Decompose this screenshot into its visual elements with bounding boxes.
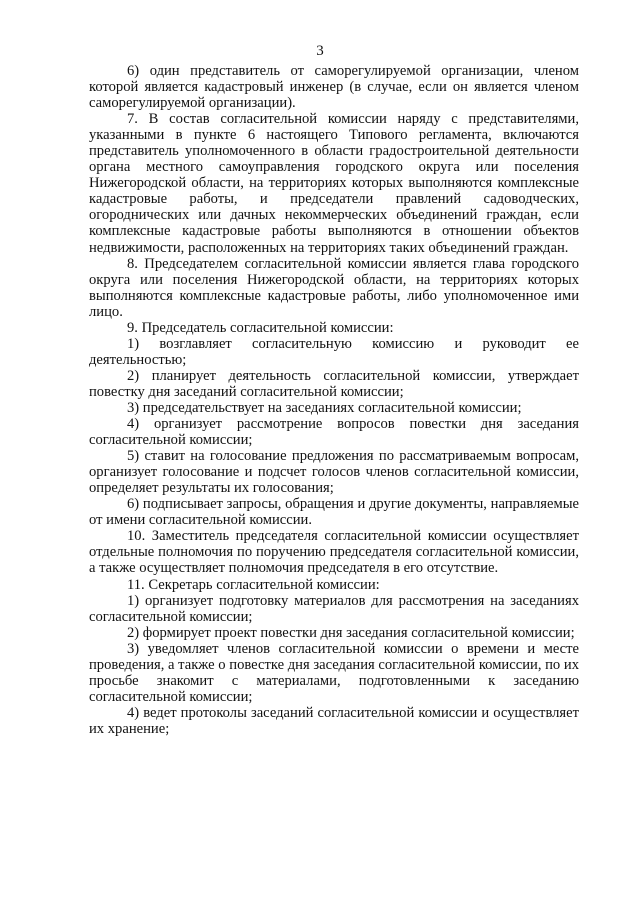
paragraph-clause-11: 11. Секретарь согласительной комиссии: — [127, 576, 380, 593]
paragraph-clause-9-item-6: 6) подписывает запросы, обращения и другие документы, направляемые от имени согласительной комиссии. — [89, 496, 579, 529]
paragraph-clause-11-item-3: 3) уведомляет членов согласительной комиссии о времени и месте проведения, а также о повестке дня заседания согласительной комиссии, по их просьбе знакомит с материалами, подготовленными к заседанию согласительной комиссии; — [89, 640, 579, 705]
paragraph-clause-11-item-1: 1) организует подготовку материалов для рассмотрения на заседаниях согласительной комиссии; — [89, 592, 579, 625]
paragraph-clause-10: 10. Заместитель председателя согласительной комиссии осуществляет отдельные полномочия по поручению председателя согласительной комиссии, а также осуществляет полномочия председателя в его отсутствие. — [89, 528, 579, 577]
document-body — [89, 63, 579, 737]
paragraph-clause-7: 7. В состав согласительной комиссии наряду с представителями, указанными в пункте 6 настоящего Типового регламента, включаются представитель уполномоченного в области градостроительной деятельности органа местного самоуправления городского округа или поселения Нижегородской области, на территориях которых выполняются комплексные кадастровые работы, и председатели правлений садоводческих, огороднических или дачных некоммерческих объединений граждан, если комплексные кадастровые работы выполняются в отношении объектов недвижимости, расположенных на территориях таких объединений граждан. — [89, 111, 579, 256]
paragraph-clause-9: 9. Председатель согласительной комиссии: — [127, 319, 394, 336]
paragraph-clause-11-item-2: 2) формирует проект повестки дня заседания согласительной комиссии; — [127, 624, 575, 641]
paragraph-clause-9-item-1: 1) возглавляет согласительную комиссию и руководит ее деятельностью; — [89, 335, 579, 368]
page-number: 3 — [316, 43, 324, 59]
paragraph-clause-11-item-4: 4) ведет протоколы заседаний согласительной комиссии и осуществляет их хранение; — [89, 704, 579, 737]
paragraph-clause-9-item-2: 2) планирует деятельность согласительной комиссии, утверждает повестку дня заседаний согласительной комиссии; — [89, 367, 579, 400]
paragraph-clause-9-item-4: 4) организует рассмотрение вопросов повестки дня заседания согласительной комиссии; — [89, 416, 579, 449]
paragraph-clause-8: 8. Председателем согласительной комиссии является глава городского округа или поселения Нижегородской области, на территориях которых выполняются комплексные кадастровые работы, либо уполномоченное ими лицо. — [89, 255, 579, 320]
paragraph-clause-9-item-5: 5) ставит на голосование предложения по рассматриваемым вопросам, организует голосование и подсчет голосов членов согласительной комиссии, определяет результаты их голосования; — [89, 448, 579, 497]
paragraph-clause-9-item-3: 3) председательствует на заседаниях согласительной комиссии; — [127, 399, 522, 416]
paragraph-item-6-sro: 6) один представитель от саморегулируемой организации, членом которой является кадастровый инженер (в случае, если он является членом саморегулируемой организации). — [89, 63, 579, 112]
